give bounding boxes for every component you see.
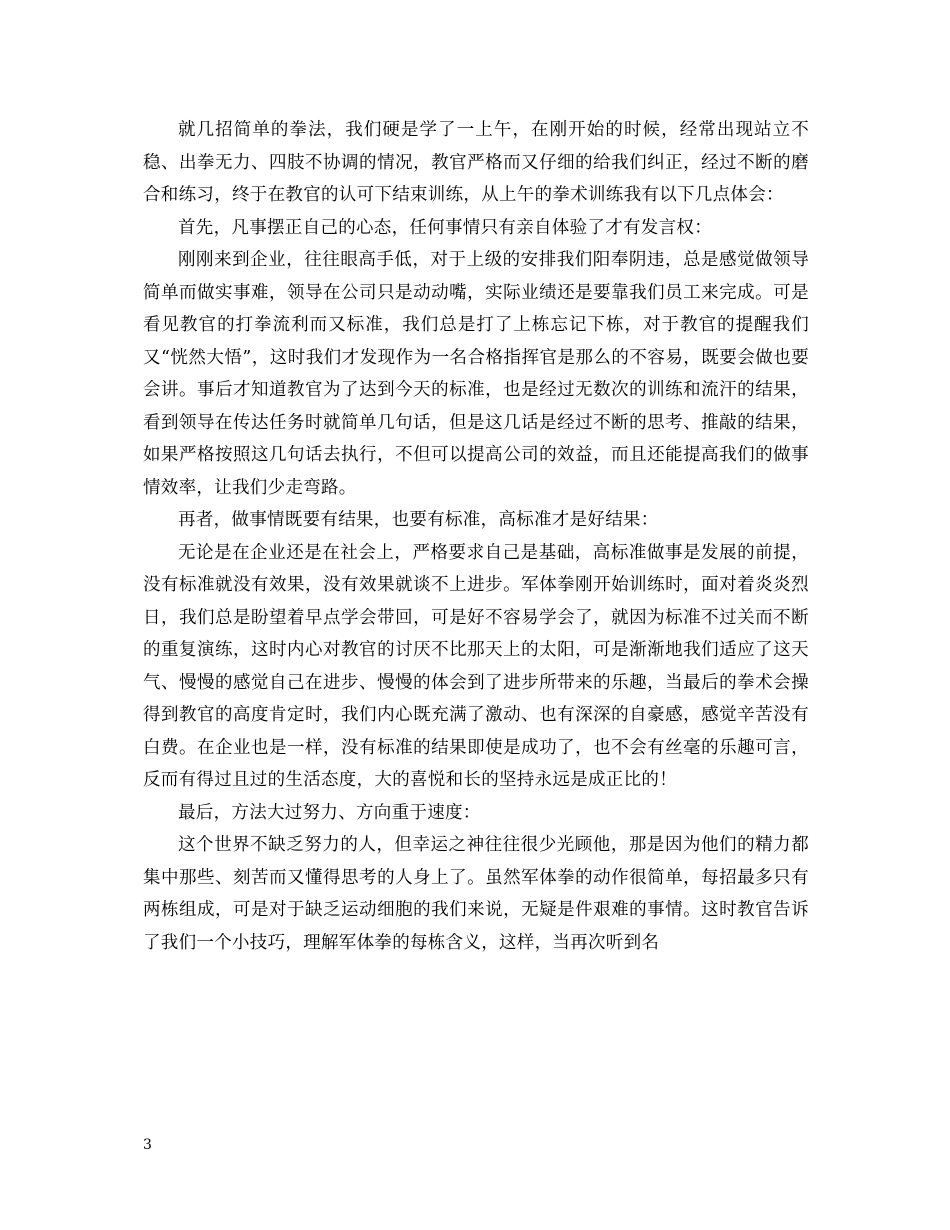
- paragraph: 无论是在企业还是在社会上，严格要求自己是基础，高标准做事是发展的前提，没有标准就没有效果，没有效果就谈不上进步。军体拳刚开始训练时，面对着炎炎烈日，我们总是盼望着早点学会带回，可是好不容易学会了，就因为标准不过关而不断的重复演练，这时内心对教官的讨厌不比那天上的太阳，可是渐渐地我们适应了这天气、慢慢的感觉自己在进步、慢慢的体会到了进步所带来的乐趣，当最后的拳术会操得到教官的高度肯定时，我们内心既充满了激动、也有深深的自豪感，感觉辛苦没有白费。在企业也是一样，没有标准的结果即使是成功了，也不会有丝毫的乐趣可言，反而有得过且过的生活态度，大的喜悦和长的坚持永远是成正比的！: [143, 542, 809, 790]
- page-number: 3: [143, 1137, 152, 1153]
- paragraph: 首先，凡事摆正自己的心态，任何事情只有亲自体验了才有发言权：: [178, 217, 712, 238]
- paragraph: 刚刚来到企业，往往眼高手低，对于上级的安排我们阳奉阴违，总是感觉做领导简单而做实事难，领导在公司只是动动嘴，实际业绩还是要靠我们员工来完成。可是看见教官的打拳流利而又标准，我们总是打了上栋忘记下栋，对于教官的提醒我们又“恍然大悟”，这时我们才发现作为一名合格指挥官是那么的不容易，既要会做也要会讲。事后才知道教官为了达到今天的标准，也是经过无数次的训练和流汗的结果，看到领导在传达任务时就简单几句话，但是这几话是经过不断的思考、推敲的结果，如果严格按照这几句话去执行，不但可以提高公司的效益，而且还能提高我们的做事情效率，让我们少走弯路。: [143, 250, 809, 498]
- paragraph: 最后，方法大过努力、方向重于速度：: [178, 802, 481, 823]
- document-body: [143, 114, 809, 959]
- paragraph: 再者，做事情既要有结果，也要有标准，高标准才是好结果：: [178, 510, 659, 530]
- paragraph: 这个世界不缺乏努力的人，但幸运之神往往很少光顾他，那是因为他们的精力都集中那些、刻苦而又懂得思考的人身上了。虽然军体拳的动作很简单，每招最多只有两栋组成，可是对于缺乏运动细胞的我们来说，无疑是件艰难的事情。这时教官告诉了我们一个小技巧，理解军体拳的每栋含义，这样，当再次听到名: [143, 835, 809, 953]
- paragraph: 就几招简单的拳法，我们硬是学了一上午，在刚开始的时候，经常出现站立不稳、出拳无力、四肢不协调的情况，教官严格而又仔细的给我们纠正，经过不断的磨合和练习，终于在教官的认可下结束训练，从上午的拳术训练我有以下几点体会：: [143, 120, 809, 205]
